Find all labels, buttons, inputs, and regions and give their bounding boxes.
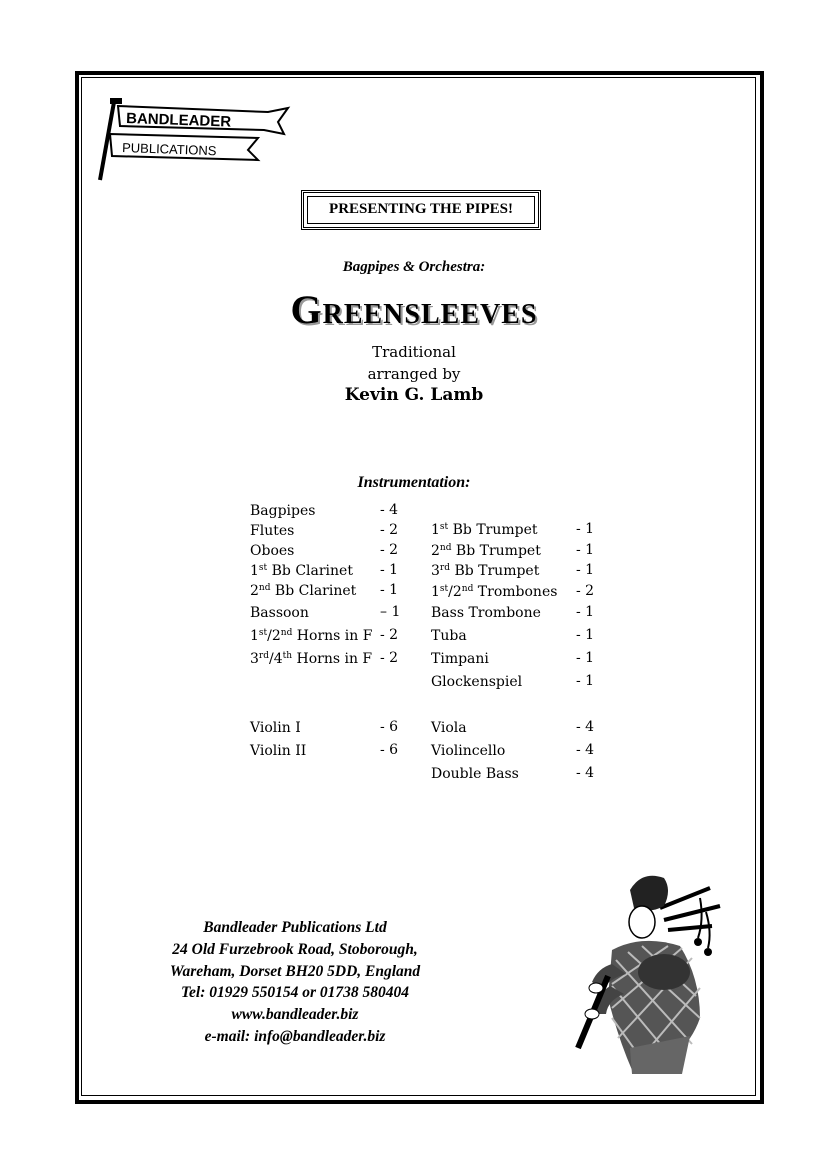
instrument-ordinal-suffix: st bbox=[258, 628, 268, 638]
subtitle: Bagpipes & Orchestra: bbox=[342, 259, 486, 275]
instrument-label: Horns in F bbox=[292, 651, 373, 667]
instrument-name bbox=[250, 627, 372, 645]
instrument-count: - 1 bbox=[576, 562, 595, 578]
instrument-count: - 4 bbox=[576, 719, 595, 735]
instrument-name bbox=[250, 542, 294, 560]
instrument-count: - 2 bbox=[380, 627, 399, 643]
instrument-ordinal: 1 bbox=[250, 628, 259, 644]
instrument-name bbox=[250, 719, 301, 737]
logo-text-bandleader: BANDLEADER bbox=[125, 110, 232, 131]
publisher-address-1: 24 Old Furzebrook Road, Stoborough, bbox=[172, 940, 418, 958]
instrument-count: - 2 bbox=[380, 522, 399, 538]
instrument-label: Bagpipes bbox=[250, 503, 316, 519]
instrument-name bbox=[431, 604, 541, 622]
instrument-ordinal: 1 bbox=[431, 522, 440, 538]
instrument-count: - 1 bbox=[380, 562, 399, 578]
instrument-label: Viola bbox=[431, 720, 467, 736]
instrument-count: - 1 bbox=[576, 627, 595, 643]
logo-text-publications: PUBLICATIONS bbox=[121, 140, 217, 159]
instrument-label: Horns in F bbox=[292, 628, 373, 644]
instrument-name bbox=[431, 542, 541, 560]
arranged-by-label: arranged by bbox=[367, 365, 461, 383]
series-title: PRESENTING THE PIPES! bbox=[307, 196, 535, 224]
publisher-address-2: Wareham, Dorset BH20 5DD, England bbox=[169, 962, 421, 980]
publisher-info bbox=[140, 917, 450, 1048]
instrument-ordinal-range: /2 bbox=[267, 628, 281, 644]
instrument-label: Violincello bbox=[431, 743, 506, 759]
instrument-count: – 1 bbox=[380, 604, 401, 620]
instrument-ordinal-range: /4 bbox=[269, 651, 283, 667]
composer: Traditional bbox=[372, 343, 456, 361]
instrument-label: Tuba bbox=[431, 628, 467, 644]
instrument-label: Trombones bbox=[473, 584, 558, 600]
page-title: Greensleeves bbox=[290, 287, 538, 332]
instrumentation-heading: Instrumentation: bbox=[357, 474, 471, 491]
instrument-ordinal: 3 bbox=[431, 563, 440, 579]
instrument-ordinal: 1 bbox=[250, 563, 259, 579]
arranger-name: Kevin G. Lamb bbox=[344, 385, 484, 405]
instrument-ordinal-suffix: nd bbox=[439, 543, 452, 553]
instrument-label: Bb Trumpet bbox=[448, 522, 538, 538]
instrument-name bbox=[250, 562, 353, 580]
instrument-label: Bb Trumpet bbox=[451, 543, 541, 559]
instrument-ordinal-suffix: nd bbox=[258, 583, 271, 593]
publisher-telephone: Tel: 01929 550154 or 01738 580404 bbox=[180, 984, 410, 1002]
instrument-label: Timpani bbox=[431, 651, 489, 667]
instrument-ordinal: 2 bbox=[250, 583, 259, 599]
instrument-count: - 1 bbox=[576, 542, 595, 558]
instrument-name bbox=[431, 650, 489, 668]
instrument-label: Glockenspiel bbox=[431, 674, 523, 690]
instrument-ordinal-suffix: st bbox=[439, 584, 449, 594]
instrument-label: Bb Clarinet bbox=[270, 583, 357, 599]
publisher-email: e-mail: info@bandleader.biz bbox=[204, 1027, 386, 1045]
instrument-count: - 4 bbox=[380, 502, 399, 518]
instrument-name bbox=[250, 650, 372, 668]
instrument-label: Bassoon bbox=[250, 605, 309, 621]
instrument-count: - 2 bbox=[380, 650, 399, 666]
instrument-label: Oboes bbox=[250, 543, 295, 559]
instrument-name bbox=[250, 742, 306, 760]
instrument-count: - 1 bbox=[576, 673, 595, 689]
instrument-name bbox=[431, 562, 539, 580]
instrument-ordinal-suffix: st bbox=[258, 563, 268, 573]
instrument-name bbox=[431, 719, 467, 737]
instrument-name bbox=[431, 627, 467, 645]
instrument-ordinal: 2 bbox=[431, 543, 440, 559]
instrument-label: Double Bass bbox=[431, 766, 519, 782]
instrument-ordinal-range: /2 bbox=[448, 584, 462, 600]
instrument-count: - 6 bbox=[380, 742, 399, 758]
publisher-name: Bandleader Publications Ltd bbox=[203, 919, 387, 936]
instrument-label: Flutes bbox=[250, 523, 295, 539]
instrument-name bbox=[431, 765, 519, 783]
bagpiper-illustration bbox=[572, 868, 742, 1080]
instrument-count: - 2 bbox=[380, 542, 399, 558]
instrument-ordinal-suffix: rd bbox=[439, 563, 450, 573]
publisher-website: www.bandleader.biz bbox=[231, 1006, 359, 1024]
instrument-ordinal-suffix: nd bbox=[461, 584, 474, 594]
instrument-ordinal-suffix: th bbox=[282, 651, 293, 661]
instrument-name bbox=[250, 604, 309, 622]
bandleader-logo bbox=[98, 96, 294, 182]
instrument-count: - 1 bbox=[380, 582, 399, 598]
instrument-count: - 1 bbox=[576, 650, 595, 666]
instrument-ordinal-suffix: nd bbox=[280, 628, 293, 638]
instrument-name bbox=[431, 521, 538, 539]
instrument-label: Violin II bbox=[250, 743, 307, 759]
instrument-label: Bass Trombone bbox=[431, 605, 541, 621]
instrument-ordinal: 3 bbox=[250, 651, 259, 667]
instrument-name bbox=[250, 522, 294, 540]
instrument-name bbox=[431, 583, 557, 601]
instrument-label: Bb Clarinet bbox=[267, 563, 353, 579]
instrument-count: - 2 bbox=[576, 583, 595, 599]
instrument-name bbox=[431, 742, 505, 760]
instrument-count: - 4 bbox=[576, 765, 595, 781]
instrument-name bbox=[250, 582, 356, 600]
instrument-label: Bb Trumpet bbox=[450, 563, 540, 579]
instrument-ordinal: 1 bbox=[431, 584, 440, 600]
instrument-ordinal-suffix: rd bbox=[258, 651, 269, 661]
instrument-name bbox=[250, 502, 315, 520]
instrument-count: - 1 bbox=[576, 521, 595, 537]
instrument-count: - 1 bbox=[576, 604, 595, 620]
instrument-ordinal-suffix: st bbox=[439, 522, 449, 532]
series-title-box bbox=[301, 190, 541, 230]
instrument-count: - 4 bbox=[576, 742, 595, 758]
instrument-count: - 6 bbox=[380, 719, 399, 735]
instrument-name bbox=[431, 673, 522, 691]
instrument-label: Violin I bbox=[250, 720, 301, 736]
